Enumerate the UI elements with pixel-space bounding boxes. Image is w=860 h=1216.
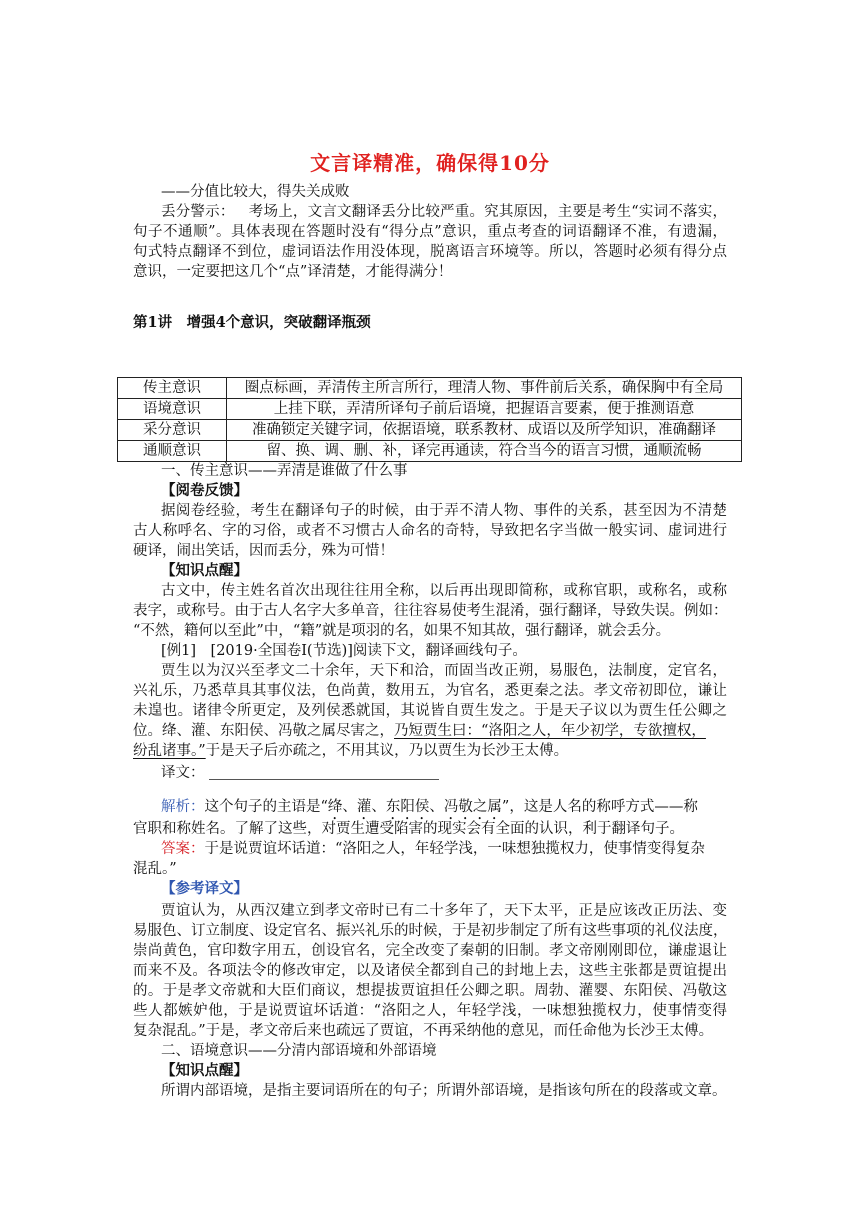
table-row (118, 420, 742, 441)
analysis-line-2: 官职和称姓名。了解了这些，对贾生遭受陷害的现实会有全面的认识，利于翻译句子。 (133, 821, 684, 837)
awareness-table (117, 377, 742, 462)
answer-line-2: 混乱。” (133, 861, 177, 877)
analysis-label: 解析： (161, 799, 205, 815)
passage-text: 位。绛、灌、东阳侯、冯敬之属尽害之， (133, 723, 394, 739)
table-row (118, 378, 742, 399)
page-title: 文言译精准，确保得10分 (310, 151, 550, 175)
table-value: 准确锁定关键字词，依据语境，联系教材、成语以及所学知识，准确翻译 (227, 420, 742, 441)
warning-line-3: 句式特点翻译不到位，虚词语法作用没体现，脱离语言环境等。所以，答题时必须有得分点 (133, 244, 727, 260)
remind-tag-2: 【知识点醒】 (161, 1062, 248, 1079)
warning-label: 丢分警示： (161, 204, 235, 220)
translation-line (161, 763, 439, 783)
remind-tag-1: 【知识点醒】 (161, 562, 248, 579)
underlined-sentence: 乃短贾生曰：“洛阳之人，年少初学，专欲擅权， (394, 723, 706, 739)
passage-line-1: 贾生以为汉兴至孝文二十余年，天下和洽，而固当改正朔，易服色，法制度，定官名， (161, 663, 727, 679)
answer-line-1 (161, 839, 705, 859)
reference-line-5: 的。于是孝文帝就和大臣们商议，想提拔贾谊担任公卿之职。周勃、灌婴、东阳侯、冯敬这 (133, 983, 727, 999)
table-key: 语境意识 (118, 399, 227, 420)
subtitle: ——分值比较大，得失关成败 (161, 184, 350, 200)
table-value: 上挂下联，弄清所译句子前后语境，把握语言要素，便于推测语意 (227, 399, 742, 420)
table-row (118, 441, 742, 462)
warning-line-4: 意识，一定要把这几个“点”译清楚，才能得满分！ (133, 264, 453, 280)
passage-line-4 (133, 721, 706, 741)
emphasized-names: 绛、灌、东阳侯、冯敬之属 (327, 799, 502, 815)
knowledge-line-3: “不然，籍何以至此”中，“籍”就是项羽的名，如果不知其故，强行翻译，就会丢分。 (133, 623, 671, 639)
passage-line-3: 未遑也。诸律令所更定，及列侯悉就国，其说皆自贾生发之。于是天子议以为贾生任公卿之 (133, 703, 727, 719)
warning-text-1: 考场上，文言文翻译丢分比较严重。究其原因，主要是考生“实词不落实， (248, 204, 727, 220)
analysis-text: ”，这是人名的称呼方式——称 (501, 799, 698, 815)
passage-line-2: 兴礼乐，乃悉草具其事仪法，色尚黄，数用五，为官名，悉更秦之法。孝文帝初即位，谦让 (133, 683, 727, 699)
reference-line-6: 些人都嫉妒他，于是说贾谊坏话道：“洛阳之人，年轻学浅，一味想独揽权力，使事情变得 (133, 1003, 727, 1019)
translation-label: 译文： (161, 765, 205, 781)
passage-line-5 (133, 741, 568, 761)
lecture-title: 第1讲 增强4个意识，突破翻译瓶颈 (133, 314, 371, 331)
feedback-line-2: 古人称呼名、字的习俗，或者不习惯古人命名的奇特，导致把名字当做一般实词、虚词进行 (133, 523, 727, 539)
table-key: 通顺意识 (118, 441, 227, 462)
feedback-tag: 【阅卷反馈】 (161, 482, 248, 499)
answer-label: 答案： (161, 841, 205, 857)
section-heading-2: 二、语境意识——分清内部语境和外部语境 (161, 1043, 437, 1059)
reference-line-7: 复杂混乱。”于是，孝文帝后来也疏远了贾谊，不再采纳他的意见，而任命他为长沙王太傅。 (133, 1023, 714, 1039)
underlined-sentence: 纷乱诸事。” (133, 743, 206, 759)
reference-tag: 【参考译文】 (161, 880, 248, 897)
feedback-line-1: 据阅卷经验，考生在翻译句子的时候，由于弄不清人物、事件的关系，甚至因为不清楚 (161, 503, 727, 519)
reference-line-1: 贾谊认为，从西汉建立到孝文帝时已有二十多年了，天下太平，正是应该改正历法、变 (161, 903, 727, 919)
knowledge-line-2: 表字，或称号。由于古人名字大多单音，往往容易使考生混淆，强行翻译，导致失误。例如： (133, 603, 728, 619)
knowledge-line-1: 古文中，传主姓名首次出现往往用全称，以后再出现即简称，或称官职，或称名，或称 (161, 583, 727, 599)
answer-blank[interactable] (209, 767, 439, 780)
table-row (118, 399, 742, 420)
warning-line-2: 句子不通顺”。具体表现在答题时没有“得分点”意识，重点考查的词语翻译不准，有遗漏， (133, 224, 727, 240)
warning-line-1 (161, 202, 727, 222)
knowledge-line-s2: 所谓内部语境，是指主要词语所在的句子；所谓外部语境，是指该句所在的段落或文章。 (161, 1083, 727, 1099)
feedback-line-3: 硬译，闹出笑话，因而丢分，殊为可惜！ (133, 543, 394, 559)
reference-line-2: 易服色、订立制度、设定官名、振兴礼乐的时候，于是初步制定了所有这些事项的礼仪法度， (133, 923, 728, 939)
table-key: 采分意识 (118, 420, 227, 441)
analysis-text: 这个句子的主语是“ (204, 799, 328, 815)
passage-text: 于是天子后亦疏之，不用其议，乃以贾生为长沙王太傅。 (205, 743, 569, 759)
table-key: 传主意识 (118, 378, 227, 399)
example-heading: [例1] [2019·全国卷Ⅰ(节选)]阅读下文，翻译画线句子。 (161, 643, 527, 659)
reference-line-4: 而来不及。各项法令的修改审定，以及诸侯全都到自己的封地上去，这些主张都是贾谊提出 (133, 963, 727, 979)
table-value: 留、换、调、删、补，译完再通读，符合当今的语言习惯，通顺流畅 (227, 441, 742, 462)
answer-text: 于是说贾谊坏话道：“洛阳之人，年轻学浅，一味想独揽权力，使事情变得复杂 (204, 841, 705, 857)
table-value: 圈点标画，弄清传主所言所行，理清人物、事件前后关系，确保胸中有全局 (227, 378, 742, 399)
reference-line-3: 崇尚黄色，官印数字用五，创设官名，完全改变了秦朝的旧制。孝文帝刚刚即位，谦虚退让 (133, 943, 727, 959)
section-heading-1: 一、传主意识——弄清是谁做了什么事 (161, 463, 408, 479)
